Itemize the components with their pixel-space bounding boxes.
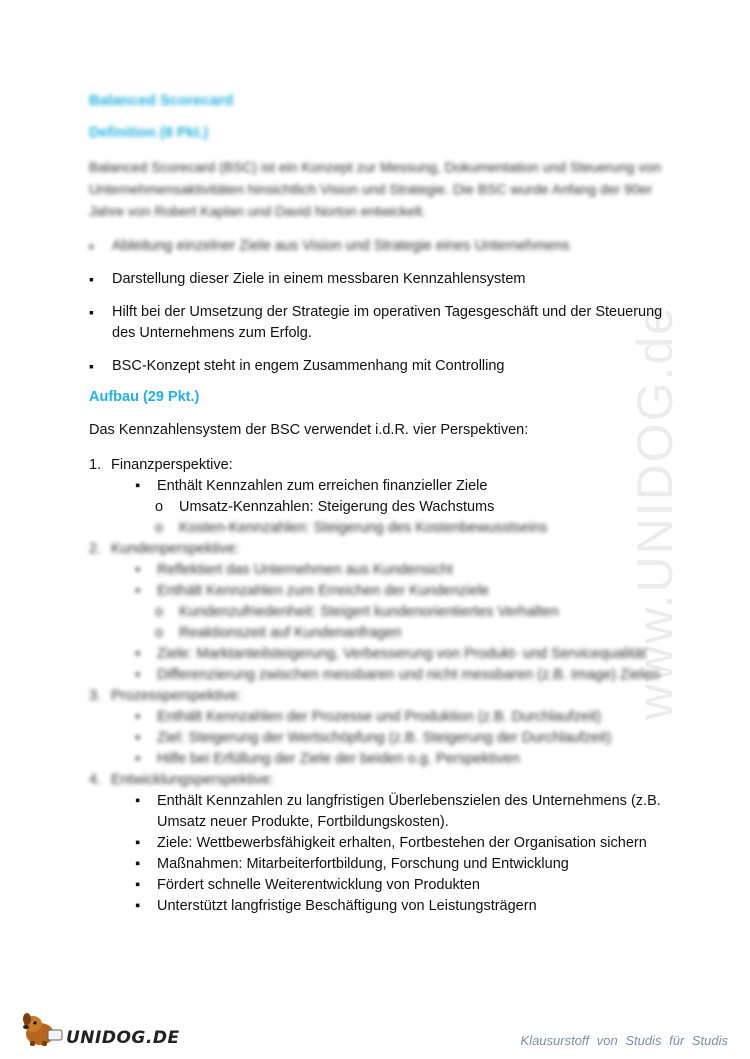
perspective-number: 4. [89,772,102,788]
perspective-bullet: ▪ Fördert schnelle Weiterentwicklung von Produkten [135,875,669,896]
aufbau-intro: Das Kennzahlensystem der BSC verwendet i.d.R. vier Perspektiven: [89,422,529,438]
perspective-bullet: ▪ Unterstützt langfristige Beschäftigung von Leistungsträgern [135,896,669,917]
dog-mascot-icon [18,1010,66,1048]
perspective-number: 1. [89,457,102,473]
perspective-list [89,455,669,917]
definition-bullet: ▪ BSC-Konzept steht in engem Zusammenhang mit Controlling [89,356,669,377]
perspective-number: 2. [89,541,102,557]
unidog-logo [18,1010,180,1050]
perspective-item [89,455,669,539]
perspective-bullets [111,560,669,602]
perspective-bullet: ▪ Ziel: Steigerung der Wertschöpfung (z.B. Steigerung der Durchlaufzeit) [135,728,669,749]
perspective-bullet: ▪ Ziele: Marktanteilsteigerung, Verbesserung von Produkt- und Servicequalität [135,644,669,665]
aufbau-heading: Aufbau (29 Pkt.) [89,389,200,405]
definition-heading: Definition (8 Pkt.) [89,125,209,141]
perspective-bullet: ▪ Enthält Kennzahlen zum erreichen finanzieller Ziele [135,476,669,497]
perspective-bullet: ▪ Reflektiert das Unternehmen aus Kundensicht [135,560,669,581]
perspective-item [89,539,669,686]
perspective-item [89,770,669,917]
definition-bullet: ▪ Ableitung einzelner Ziele aus Vision und Strategie eines Unternehmens [89,236,669,257]
perspective-subbullets [111,497,669,539]
definition-bullet-list [89,236,669,377]
perspective-title: Kundenperspektive: [111,541,240,557]
definition-paragraph: Balanced Scorecard (BSC) ist ein Konzept zur Messung, Dokumentation und Steuerung von Unternehmensaktivitäten hinsichtlich Vision und Strategie. Die BSC wurde Anfang der 90er Jahre von Robert Kaplan und David Norton entwickelt. [89,159,661,219]
perspective-subbullet: o Umsatz-Kennzahlen: Steigerung des Wachstums [155,497,669,518]
document-content [89,90,669,917]
perspective-bullets [111,644,669,686]
perspective-number: 3. [89,688,102,704]
perspective-subbullet: o Reaktionszeit auf Kundenanfragen [155,623,669,644]
perspective-subbullets [111,602,669,644]
perspective-title: Prozessperspektive: [111,688,242,704]
perspective-bullets [111,707,669,770]
perspective-bullets [111,476,669,497]
perspective-subbullet: o Kundenzufriedenheit: Steigert kundenorientiertes Verhalten [155,602,669,623]
perspective-bullets [111,791,669,917]
document-title: Balanced Scorecard [89,92,234,109]
perspective-bullet: ▪ Maßnahmen: Mitarbeiterfortbildung, Forschung und Entwicklung [135,854,669,875]
footer-tagline: Klausurstoff von Studis für Studis [520,1033,728,1048]
perspective-bullet: ▪ Differenzierung zwischen messbaren und nicht messbaren (z.B. Image) Zielen [135,665,669,686]
perspective-title: Finanzperspektive: [111,457,233,473]
perspective-bullet: ▪ Enthält Kennzahlen zum Erreichen der Kundenziele [135,581,669,602]
definition-bullet: ▪ Hilft bei der Umsetzung der Strategie im operativen Tagesgeschäft und der Steuerung des Unternehmens zum Erfolg. [89,302,669,344]
logo-text: UNIDOG.DE [66,1028,180,1048]
perspective-item [89,686,669,770]
perspective-bullet: ▪ Enthält Kennzahlen der Prozesse und Produktion (z.B. Durchlaufzeit) [135,707,669,728]
perspective-bullet: ▪ Ziele: Wettbewerbsfähigkeit erhalten, Fortbestehen der Organisation sichern [135,833,669,854]
perspective-bullet: ▪ Hilfe bei Erfüllung der Ziele der beiden o.g. Perspektiven [135,749,669,770]
perspective-title: Entwicklungsperspektive: [111,772,274,788]
perspective-bullet: ▪ Enthält Kennzahlen zu langfristigen Überlebenszielen des Unternehmens (z.B. Umsatz neuer Produkte, Fortbildungskosten). [135,791,669,833]
definition-bullet: ▪ Darstellung dieser Ziele in einem messbaren Kennzahlensystem [89,269,669,290]
document-page: www.UNIDOG.de Balanced Scorecard Definition (8 Pkt.) Balanced Scorecard (BSC) ist ein Konzept zur Messung, Dokumentation und Steuerung von Unternehmensaktivitäten hinsichtlich Vision und Strategie. Die BSC wurde Anfang der 90er Jahre von Robert Kaplan und David Norton entwickelt. ▪ Ableitung einzelner Ziele aus Vision und Strategie eines Unternehmens ▪ Darstellung dieser Ziele in einem messbaren Kennzahlensystem ▪ Hilft bei der Umsetzung der Strategie im operativen Tagesgeschäft und der Steuerung des Unternehmens zum Erfolg. ▪ BSC-Konzept steht in engem Zusammenhang mit Controlling Aufbau (29 Pkt.) Das Kennzahlensystem der BSC verwendet i.d.R. vier Perspektiven: 1. Finanzperspektive: ▪ Enthält Kennzahlen zum erreichen finanzieller Ziele o Umsatz-Kennzahlen: Steigerung des Wachstums o Kosten-Kennzahlen: Steigerung des Kostenbewusstseins 2. Kundenperspektive: ▪ Reflektiert das Unternehmen aus Kundensicht ▪ Enthält Kennzahlen zum Erreichen der Kundenziele o Kundenzufriedenheit: Steigert kundenorientiertes Verhalten o Reaktionszeit auf Kundenanfragen ▪ Ziele: Marktanteilsteigerung, Verbesserung von Produkt- und Servicequalität ▪ Differenzierung zwischen messbaren und nicht messbaren (z.B. Image) Zielen 3. Prozessperspektive: ▪ Enthält Kennzahlen der Prozesse und Produktion (z.B. Durchlaufzeit) ▪ Ziel: Steigerung der Wertschöpfung (z.B. Steigerung der Durchlaufzeit) ▪ Hilfe bei Erfüllung der Ziele der beiden o.g. Perspektiven 4. Entwicklungsperspektive: ▪ Enthält Kennzahlen zu langfristigen Überlebenszielen des Unternehmens (z.B. Umsatz neuer Produkte, Fortbildungskosten). ▪ Ziele: Wettbewerbsfähigkeit erhalten, Fortbestehen der Organisation sichern ▪ Maßnahmen: Mitarbeiterfortbildung, Forschung und Entwicklung ▪ Fördert schnelle Weiterentwicklung von Produkten ▪ Unterstützt langfristige Beschäftigung von Leistungsträgern UNIDOG.DE Klausurstoff von Studis für Studis [0,0,750,1059]
perspective-subbullet: o Kosten-Kennzahlen: Steigerung des Kostenbewusstseins [155,518,669,539]
